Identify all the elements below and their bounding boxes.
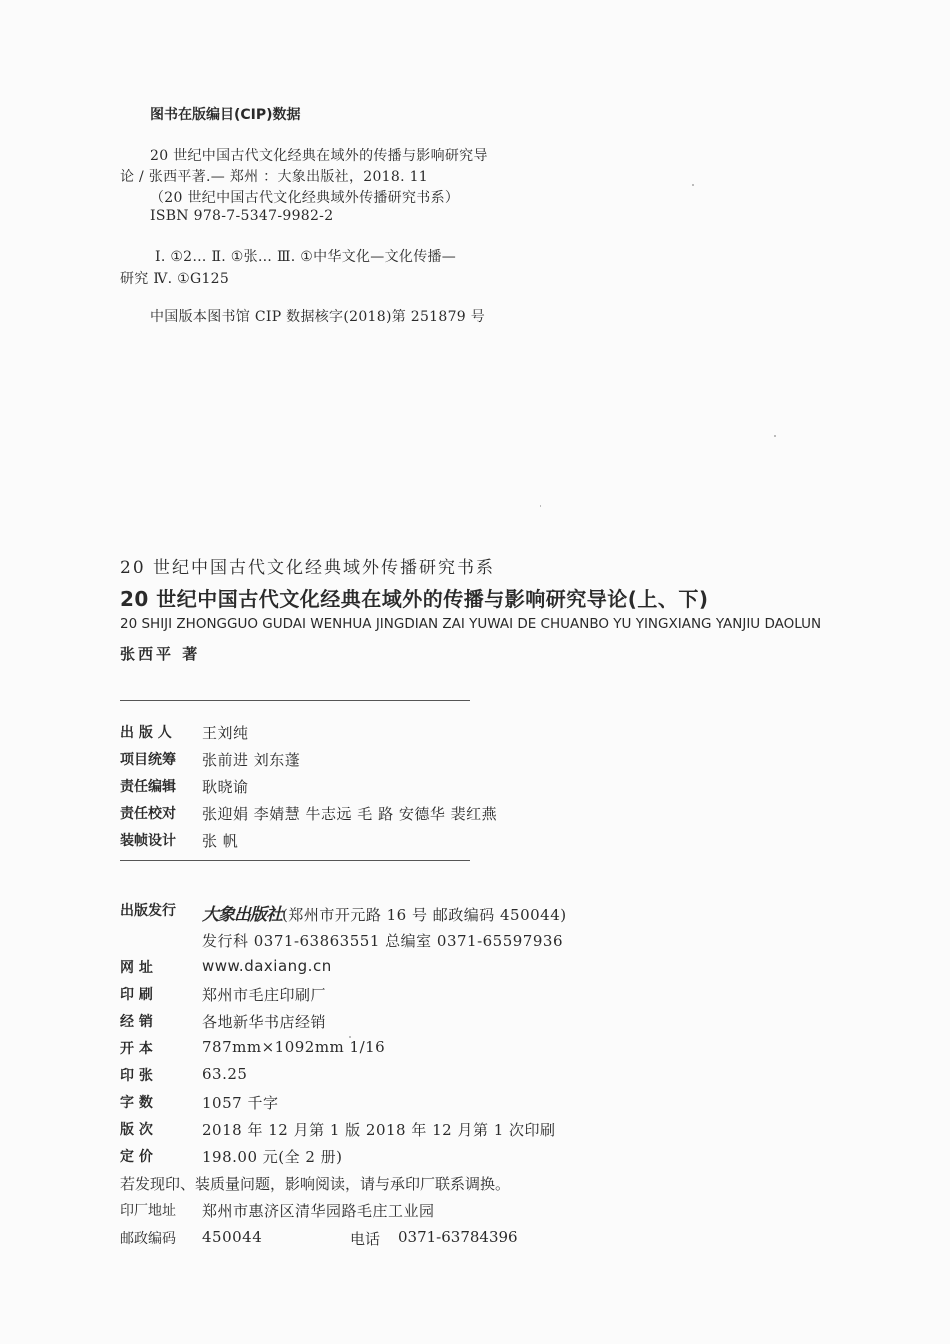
author: 张西平 著 (120, 645, 201, 663)
price: 198.00 元(全 2 册) (202, 1148, 343, 1166)
website: www.daxiang.cn (202, 957, 332, 975)
book-title: 20 世纪中国古代文化经典在域外的传播与影响研究导论(上、下) (120, 587, 709, 611)
publisher-value (202, 900, 567, 925)
credit-label: 装帧设计 (120, 833, 176, 849)
pub-value: 2018 年 12 月第 1 版 2018 年 12 月第 1 次印刷 (202, 1121, 556, 1139)
publisher-phones: 发行科 0371-63863551 总编室 0371-65597936 (202, 932, 563, 950)
pub-value: 各地新华书店经销 (202, 1013, 327, 1031)
divider (120, 860, 470, 861)
pub-label: 网 址 (120, 960, 153, 976)
pub-label: 字 数 (120, 1095, 153, 1111)
pub-value: 郑州市毛庄印刷厂 (202, 986, 327, 1004)
printer-address: 郑州市惠济区清华园路毛庄工业园 (202, 1202, 435, 1220)
series-name: 20 世纪中国古代文化经典域外传播研究书系 (120, 558, 496, 578)
publisher-address: (郑州市开元路 16 号 邮政编码 450044) (282, 906, 567, 924)
pub-label: 版 次 (120, 1122, 153, 1138)
postcode: 450044 (202, 1228, 263, 1246)
credit-label: 责任校对 (120, 806, 176, 822)
credit-value: 张前进 刘东蓬 (202, 751, 301, 769)
cip-line: 论 / 张西平著.— 郑州 ：大象出版社，2018. 11 (120, 169, 429, 185)
pub-label: 开 本 (120, 1041, 153, 1057)
cip-classification: Ⅰ. ①2… Ⅱ. ①张… Ⅲ. ①中华文化—文化传播— (155, 249, 457, 265)
book-title-pinyin: 20 SHIJI ZHONGGUO GUDAI WENHUA JINGDIAN ZAI YUWAI DE CHUANBO YU YINGXIANG YANJIU DAOLUN (120, 616, 822, 632)
cip-line: （20 世纪中国古代文化经典域外传播研究书系） (150, 190, 460, 206)
pub-value: 1057 千字 (202, 1094, 279, 1112)
credit-label: 项目统筹 (120, 752, 176, 768)
cip-line: 20 世纪中国古代文化经典在域外的传播与影响研究导 (150, 148, 488, 164)
scan-speck (692, 184, 694, 186)
pub-label: 印厂地址 (120, 1203, 176, 1219)
credit-value: 耿晓谕 (202, 778, 249, 796)
cip-record-number: 中国版本图书馆 CIP 数据核字(2018)第 251879 号 (150, 309, 486, 325)
pub-value: 63.25 (202, 1065, 248, 1083)
pub-label: 经 销 (120, 1014, 153, 1030)
pub-label: 定 价 (120, 1149, 153, 1165)
credit-label: 责任编辑 (120, 779, 176, 795)
credit-label: 出 版 人 (120, 725, 172, 741)
credit-value: 王刘纯 (202, 724, 249, 742)
cip-classification: 研究 Ⅳ. ①G125 (120, 271, 230, 287)
cip-isbn: ISBN 978-7-5347-9982-2 (150, 208, 334, 224)
scan-speck (540, 505, 541, 507)
publisher-label: 出版发行 (120, 903, 176, 919)
scan-speck (774, 435, 776, 437)
credit-value: 张 帆 (202, 832, 239, 850)
pub-value: 787mm×1092mm 1/16 (202, 1038, 386, 1056)
phone-number: 0371-63784396 (398, 1228, 518, 1246)
quality-notice: 若发现印、装质量问题，影响阅读，请与承印厂联系调换。 (120, 1175, 511, 1193)
credit-value: 张迎娟 李婧慧 牛志远 毛 路 安德华 裴红燕 (202, 805, 498, 823)
phone-label: 电话 (350, 1230, 381, 1248)
cip-heading: 图书在版编目(CIP)数据 (150, 107, 301, 123)
pub-label: 印 刷 (120, 987, 153, 1003)
pub-label: 印 张 (120, 1068, 153, 1084)
divider (120, 700, 470, 701)
scan-speck (349, 1036, 351, 1038)
pub-label: 邮政编码 (120, 1231, 176, 1247)
publisher-logo: 大象出版社 (202, 905, 282, 925)
